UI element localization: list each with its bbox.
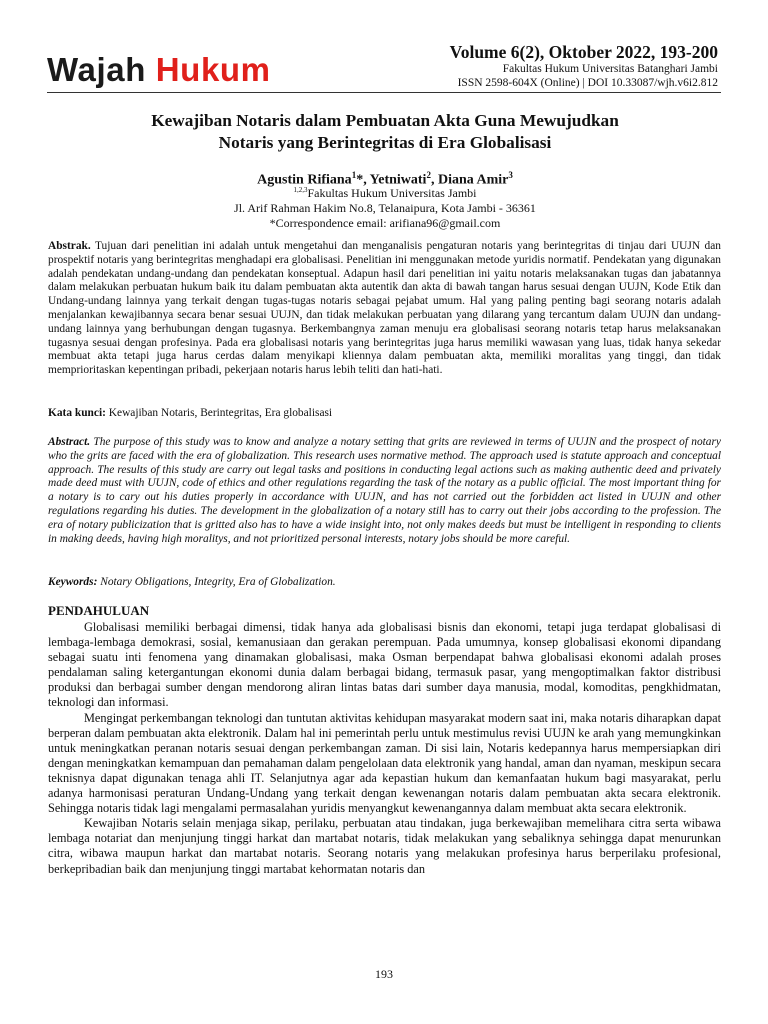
- affiliation-mark: 1,2,3: [293, 186, 308, 194]
- keywords-text: Notary Obligations, Integrity, Era of Globalization.: [100, 576, 336, 588]
- abstrak-label: Abstrak.: [48, 240, 91, 252]
- author-name: Yetniwati: [369, 172, 427, 188]
- author-mark: 3: [508, 170, 513, 180]
- author-mark: 1: [351, 170, 357, 180]
- affiliation-name: Fakultas Hukum Universitas Jambi: [307, 186, 477, 200]
- header-divider: [47, 92, 721, 93]
- logo-word-wajah: Wajah: [47, 51, 146, 88]
- affiliation-block: [60, 183, 710, 231]
- title-line-2: Notaris yang Berintegritas di Era Globalisasi: [218, 133, 552, 152]
- journal-faculty: Fakultas Hukum Universitas Batanghari Jambi: [502, 63, 718, 75]
- kata-kunci-text: Kewajiban Notaris, Berintegritas, Era globalisasi: [108, 407, 333, 419]
- author-separator: *,: [356, 172, 370, 188]
- author-name: Diana Amir: [437, 172, 509, 188]
- section-heading-pendahuluan: PENDAHULUAN: [48, 603, 150, 618]
- author-mark: 2: [426, 170, 431, 180]
- abstrak-paragraph: [48, 240, 721, 378]
- journal-info: [450, 42, 718, 90]
- body-paragraph: Mengingat perkembangan teknologi dan tuntutan aktivitas kehidupan masyarakat modern saat ini, maka notaris diharapkan dapat berperan dalam pembuatan akta elektronik. Dalam hal ini pemerintah perlu untuk mestimulus revisi UUJN ke arah yang memungkinkan untuk meningkatkan peranan notaris sesuai dengan perkembangan zaman. Di sisi lain, Notaris kedepannya harus mempersiapkan diri dengan meningkatkan kemampuan dan pemahaman dalam pengelolaan data elektronik yang handal, aman dan nyaman, meskipun secara teknisnya dapat digunakan tenaga ahli IT. Selanjutnya agar ada kepastian hukum dan kemanfaatan hukum bagi masyarakat, perlu adanya harmonisasi peraturan Undang-Undang yang terkait dengan kewenangan notaris dalam pembuatan akta secara elektronik. Sehingga notaris tidak lagi mengalami permasalahan yuridis menyangkut kewenangannya dalam membuat akta secara elektronik.: [48, 710, 722, 816]
- kata-kunci-label: Kata kunci:: [48, 407, 106, 419]
- article-title: [60, 110, 710, 154]
- page-number: 193: [375, 967, 393, 981]
- author-separator: ,: [430, 172, 438, 188]
- kata-kunci-paragraph: [48, 407, 721, 421]
- body-paragraph: Kewajiban Notaris selain menjaga sikap, perilaku, perbuatan atau tindakan, juga berkewajiban memelihara citra serta wibawa lembaga notariat dan menjunjung tinggi harkat dan martabat notaris, tidak melakukan yang sebaliknya sehingga dapat menurunkan citra, wibawa maupun harkat dan martabat notaris. Seorang notaris yang melakukan profesinya harus berperilaku profesional, berkepribadian baik dan menjunjung tinggi martabat kehormatan notaris dan: [48, 816, 721, 876]
- abstract-label: Abstract.: [48, 436, 91, 448]
- journal-issn-doi: ISSN 2598-604X (Online) | DOI 10.33087/wjh.v6i2.812: [457, 77, 718, 89]
- abstract-text: The purpose of this study was to know and analyze a notary setting that grits are reviewed in terms of UUJN and the prospect of notary who the grits are faced with the era of globalization. This research uses normative method. The approach used is statute approach and conceptual approach. The results of this study are carry out legal tasks and positions in conducting legal actions such as making authentic deed and privately made deed must with UUJN, code of ethics and other regulations regarding the task of the notary as a public official. The most important thing for a notary is to cary out his duties properly in accordance with UUJN, and has not carried out the forbidden act listed in UUJN and other regulations regarding his duties. The development in the globalization of a notary still has to carry out their jobs according to the profession. The era of notary publicization that is gritted also has to have a wide insight into, not only makes deeds but must be intelligent in responding to clients in making deeds, having high moralitys, and not prioritized personal interests, notary jobs should be more careful.: [48, 436, 721, 545]
- affiliation-line: [60, 183, 710, 201]
- author-name: Agustin Rifiana: [257, 172, 352, 188]
- logo-word-hukum: Hukum: [155, 51, 271, 88]
- journal-logo: [47, 50, 271, 90]
- abstract-paragraph: [48, 436, 721, 546]
- body-paragraph: Globalisasi memiliki berbagai dimensi, tidak hanya ada globalisasi bisnis dan ekonomi, tetapi juga terdapat globalisasi di lembaga-lembaga demokrasi, sosial, kemanusiaan dan gerakan perempuan. Pada umumnya, konsep globalisasi ekonomi dipandang sebagai suatu inti fenomena yang dinamakan globalisasi, maka Osman berpendapat bahwa globalisasi ekonomi adalah proses pendalaman saling ketergantungan ekonomi dunia dalam berbagai bidang, termasuk pasar, yang mengoptimalkan faktor distribusi produksi dan berbagai sumber dengan mendorong aliran lintas batas dari sumber daya manusia, modal, komoditas, pengkhidmatan, teknologi dan informasi.: [48, 620, 721, 710]
- abstrak-text: Tujuan dari penelitian ini adalah untuk mengetahui dan menganalisis pengaturan notaris yang berintegritas di tinjau dari UUJN dan prospektif notaris yang berintegritas menghadapi era globalisasi. Penelitian ini menggunakan metode yuridis normatif. Pendekatan yang digunakan adalah pendekatan undang-undang dan pendekatan konseptual. Adapun hasil dari penelitian ini yaitu notaris melaksanakan tugas dan jabatannya dalam melakukan perbuatan hukum baik itu dalam pembuatan akta autentik dan akta di bawah tangan harus sesuai dengan UUJN, Kode Etik dan Undang-undang lainnya yang terkait dengan tugas-tugas notaris sebagai pejabat umum. Hal yang paling penting bagi seorang notaris adalah menjalankan kewajibannya secara benar sesuai UUJN, dan tidak melakukan perbuatan yang dilarang yang tercantum dalam UUJN dan undang-undang lainnya yang berhubungan dengan tugasnya. Berkembangnya zaman menuju era globalisasi seorang notaris tetap harus melaksanakan tugasnya sesuai dengan profesinya. Pada era globalisasi notaris yang berintegritas juga harus memiliki wawasan yang luas, tidak hanya sekedar membuat akta tetapi juga harus cerdas dalam menyikapi kliennya dalam pembuatan akta, memiliki moralitas yang tinggi, dan tidak memprioritaskan kepentingan pribadi, pekerjaan notaris harus lebih teliti dan hati-hati.: [48, 240, 721, 377]
- keywords-paragraph: [48, 576, 721, 590]
- keywords-label: Keywords:: [48, 576, 98, 588]
- correspondence-email: *Correspondence email: arifiana96@gmail.com: [269, 216, 501, 230]
- journal-volume: Volume 6(2), Oktober 2022, 193-200: [449, 42, 718, 62]
- title-line-1: Kewajiban Notaris dalam Pembuatan Akta Guna Mewujudkan: [151, 111, 619, 130]
- pendahuluan-body: [48, 620, 721, 877]
- affiliation-address: Jl. Arif Rahman Hakim No.8, Telanaipura, Kota Jambi - 36361: [234, 201, 536, 215]
